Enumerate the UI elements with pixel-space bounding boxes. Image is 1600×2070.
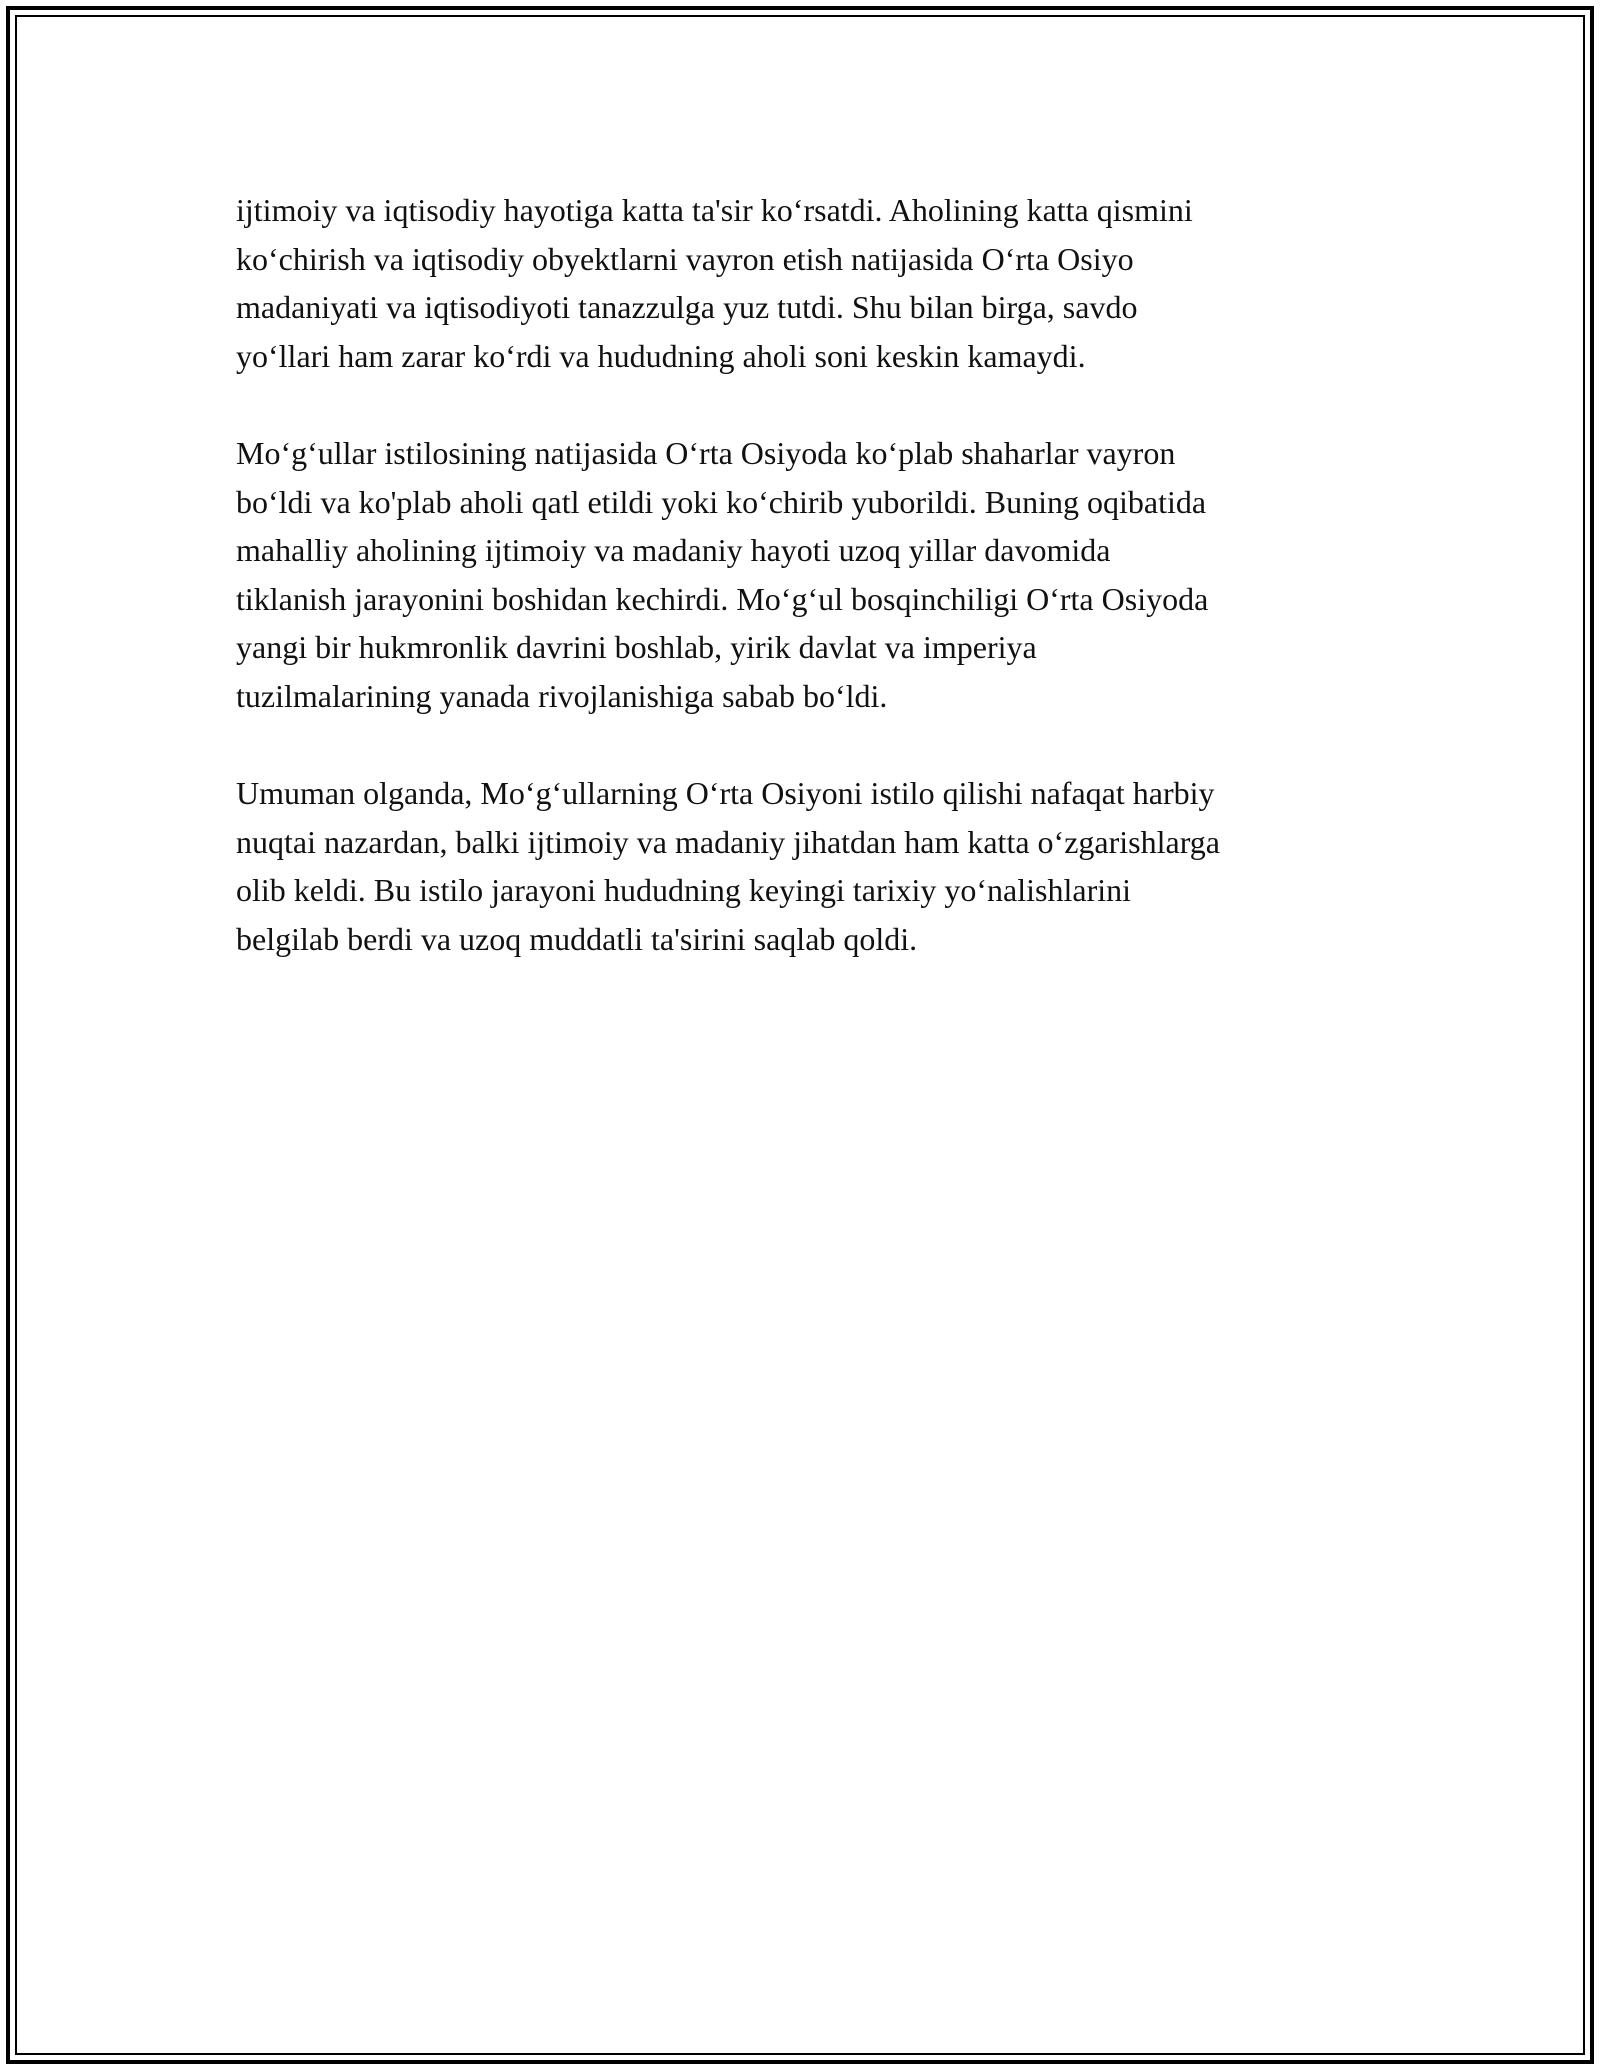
text-line: ko‘chirish va iqtisodiy obyektlarni vayron etish natijasida O‘rta Osiyo <box>236 240 1134 277</box>
text-line: belgilab berdi va uzoq muddatli ta'sirini saqlab qoldi. <box>236 920 918 957</box>
text-line: tiklanish jarayonini boshidan kechirdi. Mo‘g‘ul bosqinchiligi O‘rta Osiyoda <box>236 580 1209 617</box>
text-line: tuzilmalarining yanada rivojlanishiga sabab bo‘ldi. <box>236 677 888 714</box>
text-line: bo‘ldi va ko'plab aholi qatl etildi yoki ko‘chirib yuborildi. Buning oqibatida <box>236 483 1207 520</box>
text-line: nuqtai nazardan, balki ijtimoiy va madaniy jihatdan ham katta o‘zgarishlarga <box>236 823 1220 860</box>
document-body <box>236 186 1396 1012</box>
text-line: yo‘llari ham zarar ko‘rdi va hududning aholi soni keskin kamaydi. <box>236 337 1086 374</box>
text-line: mahalliy aholining ijtimoiy va madaniy hayoti uzoq yillar davomida <box>236 532 1111 568</box>
paragraph-2 <box>236 429 1396 720</box>
text-line: yangi bir hukmronlik davrini boshlab, yirik davlat va imperiya <box>236 629 1037 665</box>
text-line: Umuman olganda, Mo‘g‘ullarning O‘rta Osiyoni istilo qilishi nafaqat harbiy <box>236 775 1215 811</box>
text-line: ijtimoiy va iqtisodiy hayotiga katta ta'sir ko‘rsatdi. Aholining katta qismini <box>236 192 1193 228</box>
paragraph-3 <box>236 769 1396 963</box>
text-line: Mo‘g‘ullar istilosining natijasida O‘rta Osiyoda ko‘plab shaharlar vayron <box>236 435 1176 471</box>
paragraph-1 <box>236 186 1396 380</box>
text-line: olib keldi. Bu istilo jarayoni hududning keyingi tarixiy yo‘nalishlarini <box>236 872 1131 908</box>
text-line: madaniyati va iqtisodiyoti tanazzulga yuz tutdi. Shu bilan birga, savdo <box>236 289 1138 325</box>
